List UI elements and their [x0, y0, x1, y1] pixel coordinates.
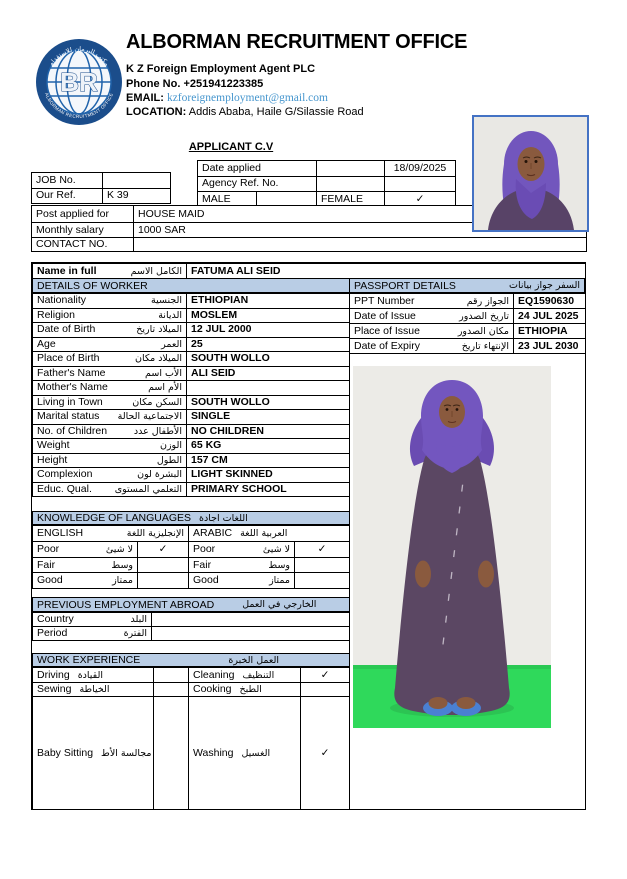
name-value: FATUMA ALI SEID: [187, 264, 586, 279]
field-value: ETHIOPIA: [514, 324, 586, 339]
phone-number: Phone No. +251941223385: [126, 78, 264, 90]
agency-name: K Z Foreign Employment Agent PLC: [126, 63, 316, 75]
field-label: Nationality الجنسية: [33, 294, 187, 309]
field-label: Complexion البشرة لون: [33, 468, 187, 483]
worker-details-table: [31, 262, 586, 810]
field-label: Mother's Name الأم اسم: [33, 381, 187, 396]
location-value: Addis Ababa, Haile G/Silassie Road: [188, 106, 364, 118]
field-value: NO CHILDREN: [187, 425, 350, 440]
empty-cell: [317, 161, 385, 177]
level-label: Good ممتاز: [189, 573, 295, 589]
field-label: Place of Issue مكان الصدور: [350, 324, 514, 339]
our-ref-value: K 39: [103, 189, 171, 205]
passport-details-header: PASSPORT DETAILS السفر جواز بيانات: [349, 278, 585, 293]
languages-table: [32, 525, 350, 589]
skill-label: Washing الغسيل: [189, 697, 301, 810]
field-label: Date of Birth الميلاد تاريخ: [33, 323, 187, 338]
field-value: MOSLEM: [187, 309, 350, 324]
field-value: PRIMARY SCHOOL: [187, 483, 350, 498]
portrait-illustration: [474, 117, 587, 230]
languages-header: KNOWLEDGE OF LANGUAGES اللغات اجادة: [32, 511, 350, 525]
logo-arc-top-text: مكتب البرمان للاستقدام: [47, 44, 111, 68]
applicant-photo-portrait: [472, 115, 589, 232]
email-label: EMAIL:: [126, 92, 164, 104]
post-applied-value: HOUSE MAID: [134, 206, 587, 223]
job-no-label: JOB No.: [32, 173, 103, 189]
details-of-worker-header: DETAILS OF WORKER: [32, 278, 350, 293]
english-column-header: ENGLISH الإنجليزية اللغة: [33, 526, 189, 542]
our-ref-label: Our Ref.: [32, 189, 103, 205]
name-label: Name in full الكامل الاسم: [33, 264, 187, 279]
field-label: Educ. Qual. التعلمي المستوى: [33, 483, 187, 498]
male-label: MALE: [198, 192, 257, 208]
previous-employment-header: PREVIOUS EMPLOYMENT ABROAD الخارجي في العمل: [32, 597, 350, 612]
passport-fields-table: [349, 293, 586, 354]
female-checkbox: ✓: [385, 192, 456, 208]
application-table: [197, 160, 456, 208]
arabic-fair-checkbox: [295, 558, 350, 574]
previous-employment-table: [32, 612, 350, 641]
applicant-photo-full-body: [353, 366, 551, 728]
field-value: [187, 381, 350, 396]
level-label: Poor لا شيئ: [33, 542, 138, 558]
field-value: 23 JUL 2030: [514, 339, 586, 354]
field-label: Place of Birth الميلاد مكان: [33, 352, 187, 367]
field-value: LIGHT SKINNED: [187, 468, 350, 483]
level-label: Poor لا شيئ: [189, 542, 295, 558]
field-value: 25: [187, 338, 350, 353]
date-applied-value: 18/09/2025: [385, 161, 456, 177]
field-label: Date of Issue تاريخ الصدور: [350, 309, 514, 324]
worker-fields-table: [32, 293, 350, 497]
skill-label: Baby Sitting مجالسة الأط: [33, 697, 154, 810]
work-experience-table: [32, 667, 350, 810]
reference-table: [31, 172, 171, 204]
washing-checkbox: ✓: [301, 697, 350, 810]
salary-value: 1000 SAR: [134, 223, 587, 238]
field-label: Age العمر: [33, 338, 187, 353]
field-label: PPT Number الجواز رقم: [350, 294, 514, 309]
cooking-checkbox: [301, 683, 350, 697]
skill-label: Cooking الطبخ: [189, 683, 301, 697]
period-label: Period الفترة: [33, 627, 152, 641]
country-label: Country البلد: [33, 613, 152, 627]
office-name: ALBORMAN RECRUITMENT OFFICE: [126, 31, 468, 53]
contact-value: [134, 238, 587, 252]
arabic-good-checkbox: [295, 573, 350, 589]
field-value: SOUTH WOLLO: [187, 396, 350, 411]
salary-label: Monthly salary: [32, 223, 134, 238]
location-row: [126, 106, 364, 118]
field-label: Weight الوزن: [33, 439, 187, 454]
field-value: SOUTH WOLLO: [187, 352, 350, 367]
field-value: ETHIOPIAN: [187, 294, 350, 309]
country-value: [152, 613, 350, 627]
level-label: Fair وسط: [189, 558, 295, 574]
field-value: EQ1590630: [514, 294, 586, 309]
skill-label: Cleaning التنظيف: [189, 668, 301, 683]
field-label: Marital status الاجتماعية الحالة: [33, 410, 187, 425]
logo-arc-bottom-text: ALBORMAN RECRUITMENT OFFICE: [43, 92, 115, 120]
email-link[interactable]: kzforeignemployment@gmail.com: [166, 92, 328, 104]
babysitting-checkbox: [154, 697, 189, 810]
skill-label: Driving القيادة: [33, 668, 154, 683]
agency-ref-value: [385, 177, 456, 193]
work-experience-header: WORK EXPERIENCE العمل الخبرة: [32, 653, 350, 667]
date-applied-label: Date applied: [198, 161, 317, 177]
logo-monogram: BR: [60, 67, 98, 97]
agency-logo: [35, 38, 123, 126]
agency-ref-label: Agency Ref. No.: [198, 177, 317, 193]
sewing-checkbox: [154, 683, 189, 697]
field-label: Date of Expiry الإنتهاء تاريخ: [350, 339, 514, 354]
cleaning-checkbox: ✓: [301, 668, 350, 683]
field-value: 12 JUL 2000: [187, 323, 350, 338]
field-label: No. of Children الأطفال عدد: [33, 425, 187, 440]
skill-label: Sewing الخياطة: [33, 683, 154, 697]
contact-label: CONTACT NO.: [32, 238, 134, 252]
female-label: FEMALE: [317, 192, 385, 208]
field-value: ALI SEID: [187, 367, 350, 382]
field-label: Living in Town السكن مكان: [33, 396, 187, 411]
arabic-poor-checkbox: ✓: [295, 542, 350, 558]
job-no-value: [103, 173, 171, 189]
field-label: Height الطول: [33, 454, 187, 469]
driving-checkbox: [154, 668, 189, 683]
field-value: 65 KG: [187, 439, 350, 454]
empty-cell: [317, 177, 385, 193]
field-label: Father's Name الأب اسم: [33, 367, 187, 382]
english-poor-checkbox: ✓: [138, 542, 189, 558]
arabic-column-header: ARABIC العربية اللغة: [189, 526, 350, 542]
field-label: Religion الديانة: [33, 309, 187, 324]
english-good-checkbox: [138, 573, 189, 589]
field-value: SINGLE: [187, 410, 350, 425]
english-fair-checkbox: [138, 558, 189, 574]
period-value: [152, 627, 350, 641]
field-value: 157 CM: [187, 454, 350, 469]
level-label: Good ممتاز: [33, 573, 138, 589]
email-row: [126, 92, 328, 104]
document-title: APPLICANT C.V: [188, 141, 274, 153]
level-label: Fair وسط: [33, 558, 138, 574]
location-label: LOCATION:: [126, 106, 187, 118]
full-body-illustration: [353, 366, 551, 728]
field-value: 24 JUL 2025: [514, 309, 586, 324]
name-row: [32, 263, 586, 279]
post-applied-label: Post applied for: [32, 206, 134, 223]
